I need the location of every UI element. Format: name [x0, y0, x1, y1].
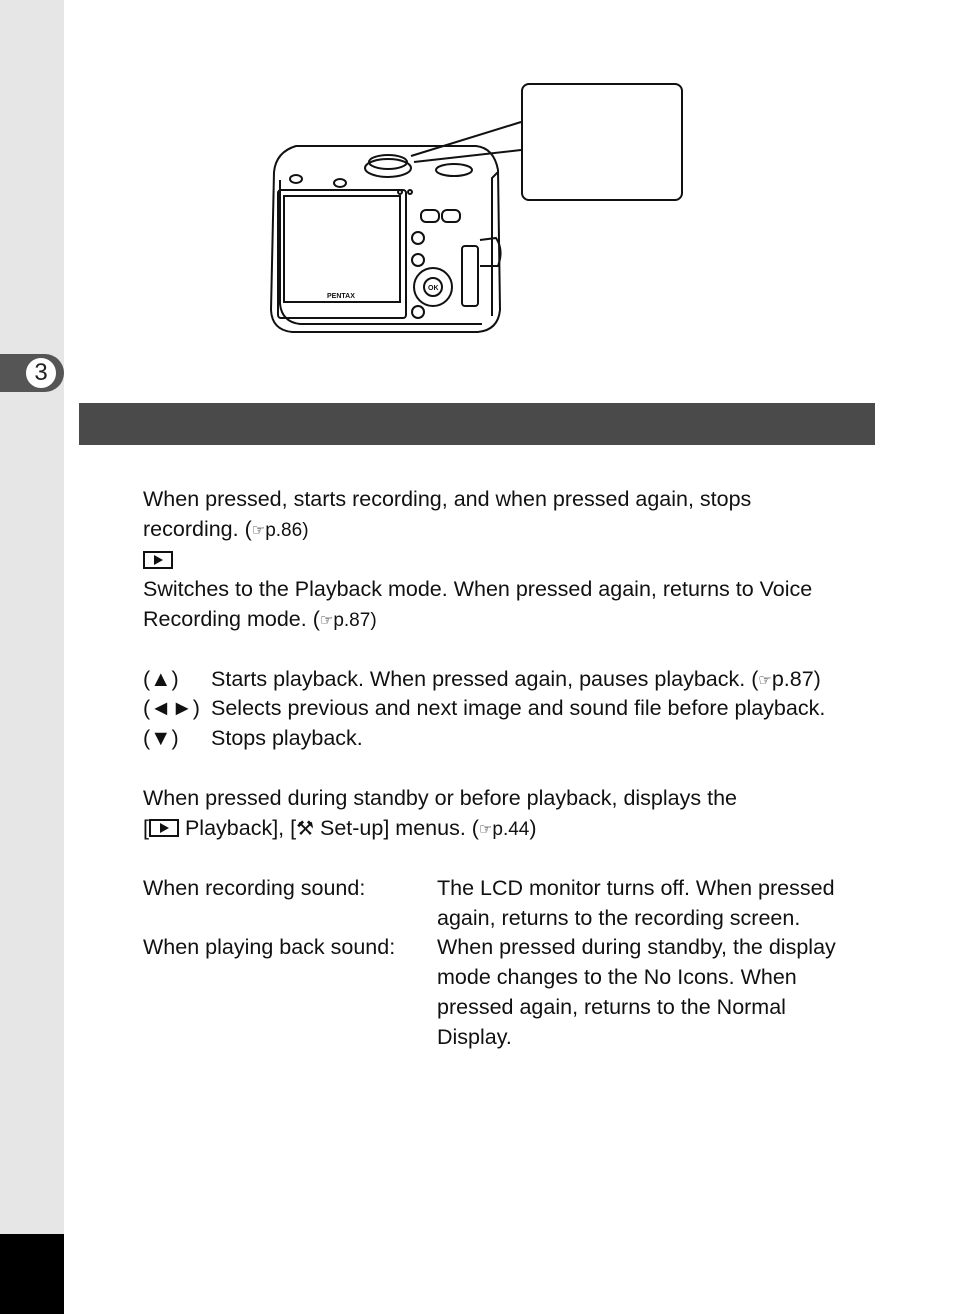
record-line-2: recording. ( — [143, 517, 252, 541]
reference-hand-icon: ☞ — [319, 612, 334, 629]
record-description: When pressed, starts recording, and when pressed again, stops recording. (☞p.86) — [143, 487, 752, 541]
reference-hand-icon: ☞ — [478, 821, 493, 838]
display-desc-recording: The LCD monitor turns off. When pressed again, returns to the recording screen. — [437, 876, 835, 930]
record-ref[interactable]: ☞p.86 — [251, 520, 303, 541]
playback-line-1: Switches to the Playback mode. When pressed again, returns to Voice — [143, 577, 813, 601]
chapter-number: 3 — [24, 356, 58, 390]
four-way-key-down: (▼) — [143, 726, 179, 750]
display-label-recording: When recording sound: — [143, 876, 366, 900]
display-desc-playing: When pressed during standby, the display mode changes to the No Icons. When pressed again, returns to the Normal Display. — [437, 935, 836, 1049]
side-black-block — [0, 1234, 64, 1314]
playback-icon — [143, 551, 173, 569]
four-way-ref[interactable] — [758, 670, 771, 691]
four-way-desc-up: Starts playback. When pressed again, pauses playback. (☞p.87) — [211, 667, 821, 691]
four-way-key-up: (▲) — [143, 667, 179, 691]
setup-wrench-icon: ⚒ — [296, 818, 315, 840]
ok-label: OK — [428, 285, 439, 292]
menu-description: When pressed during standby or before playback, displays the [ Playback], [⚒ Set-up] menus. (☞p.44) — [143, 783, 737, 845]
playback-icon — [149, 819, 179, 837]
callout-box — [521, 83, 683, 201]
four-way-desc-down: Stops playback. — [211, 726, 363, 750]
section-header-bar — [79, 403, 875, 445]
side-strip — [0, 0, 64, 1314]
playback-line-2: Recording mode. ( — [143, 607, 320, 631]
playback-ref[interactable]: ☞p.87 — [319, 610, 371, 631]
four-way-key-left-right: (◄►) — [143, 696, 200, 720]
record-line-1: When pressed, starts recording, and when pressed again, stops — [143, 487, 752, 511]
camera-brand: PENTAX — [327, 293, 355, 300]
playback-button-line — [143, 545, 173, 575]
reference-hand-icon: ☞ — [758, 672, 772, 689]
menu-line-1: When pressed during standby or before playback, displays the — [143, 786, 737, 810]
four-way-desc-left-right: Selects previous and next image and sound file before playback. — [211, 696, 826, 720]
reference-hand-icon: ☞ — [251, 522, 266, 539]
menu-ref[interactable]: ☞p.44 — [478, 819, 530, 840]
playback-description: Switches to the Playback mode. When pressed again, returns to Voice Recording mode. (☞p.87) — [143, 577, 813, 631]
display-label-playing: When playing back sound: — [143, 935, 396, 959]
